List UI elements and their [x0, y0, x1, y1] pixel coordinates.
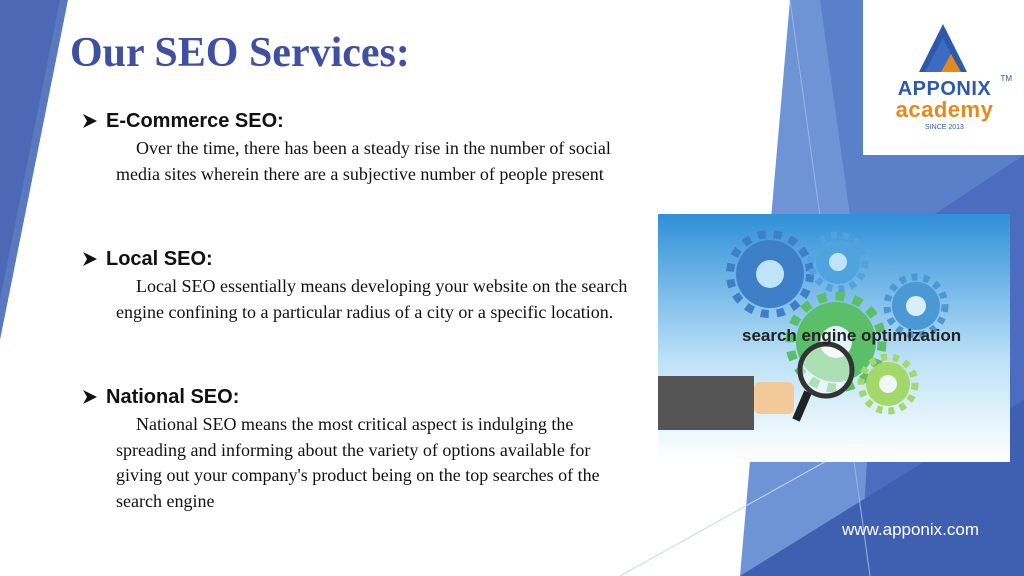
- arrow-bullet-icon: [80, 387, 100, 407]
- logo-since: SINCE 2013: [925, 124, 964, 131]
- section-local-seo: [80, 246, 640, 325]
- section-heading-text: National SEO:: [106, 385, 240, 408]
- section-body: National SEO means the most critical aspect is indulging the spreading and informing about the variety of options available for giving out your company's product being on the top searches of the search engine: [116, 414, 600, 511]
- section-body: Local SEO essentially means developing your website on the search engine confining to a particular radius of a city or a specific location.: [116, 276, 628, 322]
- page-title: Our SEO Services:: [70, 30, 410, 76]
- arrow-bullet-icon: [80, 249, 100, 269]
- section-heading: [80, 246, 640, 272]
- apponix-logo: [863, 0, 1024, 154]
- section-ecommerce-seo: [80, 108, 640, 187]
- section-body: Over the time, there has been a steady rise in the number of social media sites wherein there are a subjective number of people present: [116, 138, 611, 184]
- section-heading-text: E-Commerce SEO:: [106, 109, 284, 132]
- hand: [754, 382, 794, 414]
- footer-url: www.apponix.com: [842, 520, 980, 539]
- illustration-caption: search engine optimization: [742, 326, 962, 345]
- logo-name: APPONIX: [897, 78, 992, 100]
- logo-mark-icon: [911, 20, 975, 76]
- sleeve: [658, 376, 754, 430]
- section-heading-text: Local SEO:: [106, 247, 213, 270]
- logo-trademark: TM: [1000, 74, 1012, 83]
- seo-illustration: [658, 214, 1010, 462]
- section-heading: [80, 384, 640, 410]
- logo-subtitle: academy: [895, 97, 994, 122]
- arrow-bullet-icon: [80, 111, 100, 131]
- section-national-seo: [80, 384, 640, 514]
- section-heading: [80, 108, 640, 134]
